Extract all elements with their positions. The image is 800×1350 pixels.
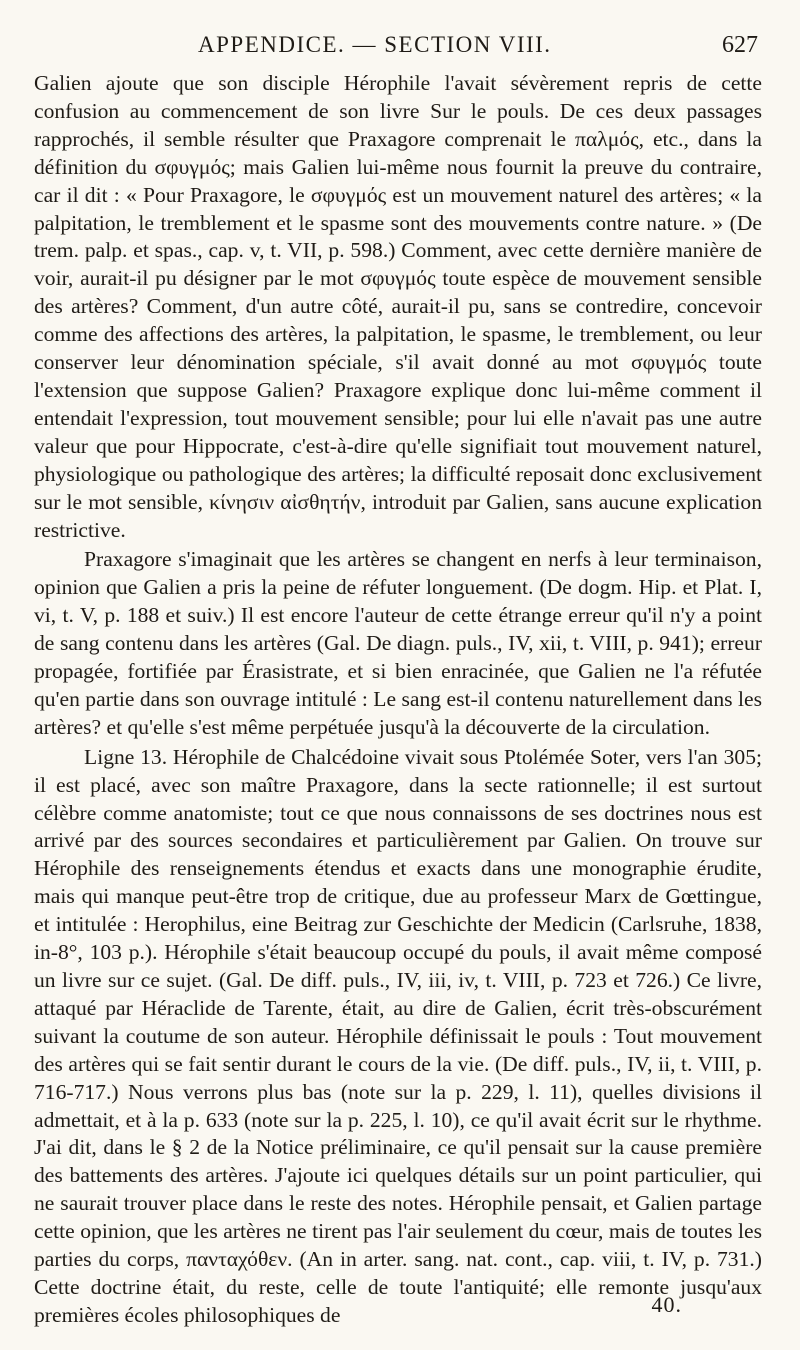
signature-mark: 40.: [651, 1292, 682, 1317]
page-body: [34, 70, 762, 1330]
page-number: 627: [722, 32, 758, 58]
page-header: [34, 28, 762, 70]
paragraph-3: Ligne 13. Hérophile de Chalcédoine vivait sous Ptolémée Soter, vers l'an 305; il est placé, avec son maître Praxagore, dans la secte rationnelle; il est surtout célèbre comme anatomiste; tout ce que nous connaissons de ses doctrines nous est arrivé par des sources secondaires et particulièrement par Galien. On trouve sur Hérophile des renseignements étendus et exacts dans une monographie érudite, mais qui manque peut-être trop de critique, due au professeur Marx de Gœttingue, et intitulée : Herophilus, eine Beitrag zur Geschichte der Medicin (Carlsruhe, 1838, in-8°, 103 p.). Hérophile s'était beaucoup occupé du pouls, il avait même composé un livre sur ce sujet. (Gal. De diff. puls., IV, iii, iv, t. VIII, p. 723 et 726.) Ce livre, attaqué par Héraclide de Tarente, était, au dire de Galien, écrit très-obscurément suivant la coutume de son auteur. Hérophile définissait le pouls : Tout mouvement des artères qui se fait sentir durant le cours de la vie. (De diff. puls., IV, ii, t. VIII, p. 716-717.) Nous verrons plus bas (note sur la p. 229, l. 11), quelles divisions il admettait, et à la p. 633 (note sur la p. 225, l. 10), ce qu'il avait écrit sur le rhythme. J'ai dit, dans le § 2 de la Notice préliminaire, ce qu'il pensait sur la cause première des battements des artères. J'ajoute ici quelques détails sur un point particulier, qui ne saurait trouver place dans le reste des notes. Hérophile pensait, et Galien partage cette opinion, que les artères ne tirent pas l'air seulement du cœur, mais de toutes les parties du corps, πανταχόθεν. (An in arter. sang. nat. cont., cap. viii, t. IV, p. 731.) Cette doctrine était, du reste, celle de toute l'antiquité; elle remonte jusqu'aux premières écoles philosophiques de: [34, 744, 762, 1327]
paragraph-2: Praxagore s'imaginait que les artères se changent en nerfs à leur terminaison, opinion que Galien a pris la peine de réfuter longuement. (De dogm. Hip. et Plat. I, vi, t. V, p. 188 et suiv.) Il est encore l'auteur de cette étrange erreur qu'il n'y a point de sang contenu dans les artères (Gal. De diagn. puls., IV, xii, t. VIII, p. 941); erreur propagée, fortifiée par Érasistrate, et si bien enracinée, que Galien ne l'a réfutée qu'en partie dans son ouvrage intitulé : Le sang est-il contenu naturellement dans les artères? et qu'elle s'est même perpétuée jusqu'à la découverte de la circulation.: [34, 547, 762, 739]
running-head: APPENDICE. — SECTION VIII.: [198, 32, 552, 57]
paragraph-1: Galien ajoute que son disciple Hérophile l'avait sévèrement repris de cette confusion au commencement de son livre Sur le pouls. De ces deux passages rapprochés, il semble résulter que Praxagore comprenait le παλμός, etc., dans la définition du σφυγμός; mais Galien lui-même nous fournit la preuve du contraire, car il dit : « Pour Praxagore, le σφυγμός est un mouvement naturel des artères; « la palpitation, le tremblement et le spasme sont des mouvements contre nature. » (De trem. palp. et spas., cap. v, t. VII, p. 598.) Comment, avec cette dernière manière de voir, aurait-il pu désigner par le mot σφυγμός toute espèce de mouvement sensible des artères? Comment, d'un autre côté, aurait-il pu, sans se contredire, concevoir comme des affections des artères, la palpitation, le spasme, le tremblement, ou leur conserver leur dénomination spéciale, s'il avait donné au mot σφυγμός toute l'extension que suppose Galien? Praxagore explique donc lui-même comment il entendait l'expression, tout mouvement sensible; pour lui elle n'avait pas une autre valeur que pour Hippocrate, c'est-à-dire qu'elle signifiait tout mouvement naturel, physiologique ou pathologique des artères; la difficulté reposait donc exclusivement sur le mot sensible, κίνησιν αἰσθητήν, introduit par Galien, sans aucune explication restrictive.: [34, 71, 762, 542]
